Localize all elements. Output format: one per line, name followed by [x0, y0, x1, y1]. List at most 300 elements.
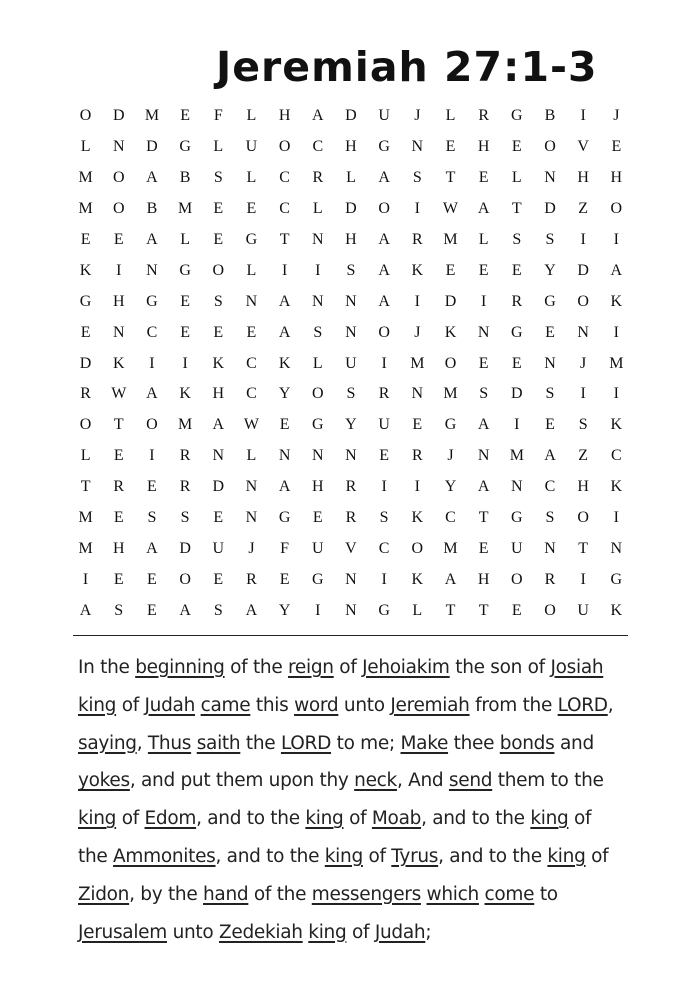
grid-letter: S: [512, 231, 522, 248]
grid-letter: I: [580, 385, 586, 403]
grid-letter: G: [312, 570, 324, 588]
underlined-keyword: Josiah: [550, 657, 604, 678]
grid-letter: N: [610, 539, 623, 557]
grid-letter: G: [179, 261, 191, 279]
grid-letter: Z: [578, 447, 589, 465]
underlined-keyword: send: [448, 770, 493, 792]
grid-letter: A: [544, 447, 556, 465]
grid-letter: S: [313, 323, 323, 341]
passage-text: from the: [469, 694, 558, 716]
grid-letter: N: [312, 292, 324, 310]
grid-letter: I: [82, 570, 89, 588]
grid-letter: A: [146, 385, 158, 403]
grid-letter: G: [245, 231, 258, 248]
grid-letter: Y: [544, 261, 556, 279]
grid-letter: E: [113, 509, 124, 527]
grid-letter: Y: [278, 385, 291, 403]
grid-letter: N: [245, 292, 258, 310]
grid-letter: A: [378, 261, 390, 279]
passage-text: , and put them upon thy: [129, 770, 355, 792]
grid-letter: B: [179, 169, 191, 187]
grid-letter: M: [443, 539, 458, 557]
grid-letter: S: [213, 601, 223, 619]
grid-letter: M: [78, 539, 93, 557]
grid-letter: E: [511, 601, 522, 619]
grid-letter: G: [444, 416, 457, 434]
grid-letter: A: [79, 601, 92, 619]
passage-text: , and to the: [421, 808, 531, 830]
grid-letter: O: [212, 261, 225, 279]
grid-letter: N: [312, 231, 324, 248]
grid-letter: I: [580, 570, 586, 588]
grid-letter: I: [381, 570, 387, 588]
underlined-keyword: came: [200, 694, 251, 716]
grid-letter: O: [312, 385, 324, 403]
grid-letter: L: [346, 169, 356, 187]
grid-letter: M: [78, 509, 93, 527]
grid-letter: A: [146, 231, 158, 248]
grid-letter: E: [213, 231, 224, 248]
grid-letter: W: [243, 416, 259, 434]
grid-letter: J: [414, 107, 421, 125]
grid-letter: E: [312, 509, 323, 527]
grid-row: [69, 286, 633, 317]
grid-letter: M: [443, 231, 458, 248]
grid-letter: N: [345, 447, 357, 465]
grid-letter: H: [312, 478, 324, 496]
underlined-keyword: reign: [288, 657, 334, 678]
grid-letter: T: [478, 601, 489, 619]
grid-letter: E: [379, 447, 390, 465]
grid-letter: A: [278, 478, 291, 496]
grid-letter: K: [411, 261, 424, 279]
grid-letter: I: [414, 292, 420, 310]
grid-letter: O: [278, 138, 291, 156]
grid-letter: L: [445, 107, 456, 125]
grid-letter: E: [213, 323, 224, 341]
underlined-keyword: LORD: [557, 694, 608, 716]
underlined-keyword: messengers: [311, 883, 421, 905]
grid-row: [69, 194, 633, 225]
grid-letter: O: [411, 539, 424, 557]
grid-letter: A: [278, 323, 291, 341]
underlined-keyword: Tyrus: [391, 845, 439, 867]
grid-letter: S: [545, 385, 555, 403]
underlined-keyword: saith: [196, 732, 241, 754]
grid-letter: N: [345, 292, 357, 310]
grid-letter: O: [378, 323, 390, 341]
grid-letter: W: [442, 200, 459, 218]
grid-letter: T: [445, 601, 456, 619]
grid-letter: R: [179, 447, 191, 465]
grid-letter: O: [79, 107, 92, 125]
grid-letter: V: [345, 539, 357, 557]
grid-letter: N: [112, 323, 125, 341]
grid-letter: C: [611, 447, 622, 465]
grid-letter: H: [345, 138, 357, 156]
grid-letter: E: [246, 200, 257, 218]
grid-letter: S: [578, 416, 588, 434]
grid-letter: D: [544, 200, 556, 218]
grid-letter: A: [278, 292, 291, 310]
grid-letter: B: [146, 200, 158, 218]
grid-letter: A: [245, 601, 258, 619]
grid-letter: I: [315, 261, 321, 279]
grid-letter: R: [411, 447, 423, 465]
underlined-keyword: hand: [202, 883, 249, 905]
grid-letter: S: [213, 169, 223, 187]
grid-letter: S: [346, 261, 356, 279]
underlined-keyword: come: [484, 883, 535, 905]
grid-letter: E: [279, 570, 290, 588]
grid-letter: I: [580, 107, 586, 125]
grid-letter: L: [312, 354, 323, 372]
grid-letter: O: [146, 416, 158, 434]
grid-letter: G: [511, 509, 523, 527]
grid-letter: I: [149, 447, 155, 465]
passage-text: of: [362, 845, 392, 867]
grid-letter: E: [545, 323, 555, 341]
underlined-keyword: Ammonites: [113, 845, 216, 867]
passage-text: of the: [78, 808, 592, 867]
grid-letter: T: [478, 509, 489, 527]
underlined-keyword: Zedekiah: [218, 921, 303, 943]
grid-letter: E: [511, 354, 522, 372]
underlined-keyword: yokes: [78, 770, 130, 792]
grid-letter: O: [378, 200, 390, 218]
grid-letter: L: [312, 200, 323, 218]
grid-letter: E: [213, 509, 224, 527]
grid-letter: N: [411, 138, 424, 156]
grid-letter: N: [411, 385, 424, 403]
underlined-keyword: Moab: [371, 808, 422, 830]
passage-text: of: [333, 657, 363, 678]
grid-letter: O: [577, 509, 589, 527]
grid-letter: R: [544, 570, 556, 588]
grid-letter: Y: [278, 601, 291, 619]
grid-row: [69, 163, 633, 194]
grid-letter: G: [146, 292, 158, 310]
grid-letter: L: [246, 107, 257, 125]
grid-letter: H: [112, 539, 125, 557]
grid-letter: E: [478, 169, 489, 187]
grid-letter: U: [312, 539, 324, 557]
grid-row: [69, 348, 633, 379]
grid-letter: C: [378, 539, 390, 557]
passage-text: unto: [167, 921, 219, 943]
grid-letter: E: [80, 323, 91, 341]
grid-letter: N: [245, 509, 258, 527]
grid-letter: E: [412, 416, 423, 434]
passage-text: of: [116, 694, 145, 716]
grid-letter: H: [345, 231, 357, 248]
grid-row: [69, 595, 633, 626]
grid-letter: Y: [345, 416, 357, 434]
grid-letter: H: [577, 478, 589, 496]
grid-letter: J: [580, 354, 587, 372]
grid-letter: I: [613, 323, 619, 341]
grid-letter: A: [312, 107, 324, 125]
grid-letter: R: [511, 292, 523, 310]
divider: [73, 635, 628, 636]
grid-letter: R: [411, 231, 423, 248]
grid-letter: K: [112, 354, 125, 372]
grid-letter: E: [478, 539, 489, 557]
grid-letter: D: [577, 261, 589, 279]
grid-letter: E: [113, 447, 124, 465]
grid-letter: S: [545, 231, 555, 248]
grid-letter: E: [180, 323, 190, 341]
grid-letter: L: [80, 138, 91, 156]
grid-letter: S: [346, 385, 356, 403]
grid-letter: M: [144, 107, 160, 125]
grid-letter: M: [609, 354, 624, 372]
word-search-grid: [69, 101, 633, 626]
grid-letter: K: [444, 323, 457, 341]
grid-letter: E: [147, 478, 157, 496]
grid-letter: L: [80, 447, 91, 465]
passage-text: the: [240, 732, 281, 754]
grid-letter: J: [414, 323, 421, 341]
grid-letter: G: [312, 416, 324, 434]
grid-row: [69, 441, 633, 472]
grid-letter: U: [577, 601, 589, 619]
grid-letter: E: [180, 107, 190, 125]
passage-text: , And: [396, 770, 449, 792]
grid-letter: D: [112, 107, 125, 125]
grid-letter: N: [544, 169, 556, 187]
grid-letter: N: [477, 323, 490, 341]
grid-letter: C: [445, 509, 456, 527]
grid-letter: A: [146, 169, 158, 187]
grid-letter: K: [278, 354, 291, 372]
grid-letter: N: [312, 447, 324, 465]
grid-letter: Y: [444, 478, 457, 496]
grid-letter: K: [411, 570, 424, 588]
grid-letter: F: [213, 107, 223, 125]
grid-letter: A: [477, 478, 490, 496]
grid-letter: C: [246, 385, 257, 403]
grid-letter: K: [212, 354, 225, 372]
grid-letter: R: [179, 478, 191, 496]
grid-letter: E: [113, 570, 124, 588]
grid-row: [69, 255, 633, 286]
grid-letter: M: [177, 416, 193, 434]
grid-letter: C: [544, 478, 556, 496]
grid-letter: H: [212, 385, 225, 403]
underlined-keyword: Zidon: [78, 883, 130, 905]
passage-text: ,: [136, 732, 148, 754]
grid-letter: M: [443, 385, 458, 403]
grid-letter: N: [345, 601, 357, 619]
underlined-keyword: LORD: [280, 732, 332, 754]
grid-letter: D: [345, 107, 357, 125]
grid-letter: L: [412, 601, 423, 619]
grid-letter: E: [511, 261, 522, 279]
grid-letter: N: [146, 261, 158, 279]
grid-letter: E: [147, 570, 157, 588]
grid-letter: H: [577, 169, 589, 187]
grid-letter: A: [444, 570, 457, 588]
grid-letter: E: [213, 200, 224, 218]
grid-letter: L: [246, 447, 257, 465]
grid-letter: N: [345, 570, 357, 588]
grid-letter: C: [146, 323, 158, 341]
grid-letter: A: [378, 231, 390, 248]
grid-letter: G: [544, 292, 556, 310]
underlined-keyword: word: [294, 694, 339, 716]
grid-letter: O: [112, 169, 125, 187]
grid-letter: I: [116, 261, 122, 279]
grid-letter: N: [511, 478, 523, 496]
grid-letter: O: [544, 138, 556, 156]
grid-letter: A: [477, 200, 490, 218]
passage-text: thee: [448, 732, 500, 754]
grid-letter: U: [345, 354, 357, 372]
passage-text: ;: [425, 921, 432, 943]
grid-letter: R: [80, 385, 91, 403]
grid-letter: A: [212, 416, 225, 434]
grid-letter: S: [379, 509, 389, 527]
grid-letter: G: [179, 138, 191, 156]
grid-letter: M: [410, 354, 425, 372]
passage-text: to me;: [331, 732, 401, 754]
grid-letter: E: [147, 601, 157, 619]
grid-letter: I: [480, 292, 487, 310]
grid-letter: F: [280, 539, 290, 557]
passage-text: , and to the: [196, 808, 306, 830]
grid-letter: E: [180, 292, 190, 310]
passage-text: of the: [248, 883, 312, 905]
underlined-keyword: bonds: [499, 732, 555, 754]
grid-letter: T: [445, 169, 456, 187]
grid-row: [69, 132, 633, 163]
grid-letter: G: [378, 601, 390, 619]
grid-letter: O: [444, 354, 457, 372]
grid-letter: E: [113, 231, 124, 248]
grid-letter: C: [246, 354, 257, 372]
underlined-keyword: Judah: [144, 694, 196, 716]
grid-row: [69, 410, 633, 441]
page-title: Jeremiah 27:1-3: [216, 43, 598, 91]
grid-letter: L: [213, 138, 224, 156]
passage-text: of: [343, 808, 372, 830]
grid-letter: T: [113, 416, 124, 434]
grid-letter: O: [112, 200, 125, 218]
grid-letter: B: [544, 107, 556, 125]
grid-letter: N: [212, 447, 225, 465]
grid-letter: I: [149, 354, 155, 372]
grid-letter: L: [511, 169, 522, 187]
grid-row: [69, 379, 633, 410]
grid-letter: J: [248, 539, 255, 557]
grid-letter: A: [610, 261, 623, 279]
grid-letter: R: [345, 509, 357, 527]
grid-letter: A: [146, 539, 158, 557]
grid-row: [69, 101, 633, 132]
underlined-keyword: king: [78, 808, 117, 830]
grid-letter: N: [278, 447, 291, 465]
grid-letter: H: [477, 138, 490, 156]
grid-letter: E: [445, 261, 456, 279]
grid-letter: I: [381, 478, 387, 496]
grid-letter: O: [544, 601, 556, 619]
grid-letter: C: [279, 169, 290, 187]
grid-letter: A: [477, 416, 490, 434]
grid-letter: G: [511, 323, 523, 341]
passage-text: this: [250, 694, 295, 716]
grid-letter: K: [179, 385, 191, 403]
grid-letter: D: [212, 478, 225, 496]
grid-letter: E: [611, 138, 622, 156]
grid-letter: I: [580, 231, 586, 248]
grid-letter: E: [445, 138, 456, 156]
grid-letter: E: [478, 354, 489, 372]
grid-letter: W: [111, 385, 127, 403]
passage-text: of: [585, 845, 609, 867]
grid-letter: I: [514, 416, 520, 434]
grid-letter: M: [177, 200, 193, 218]
grid-letter: D: [146, 138, 158, 156]
grid-letter: R: [378, 385, 390, 403]
grid-letter: U: [212, 539, 225, 557]
grid-letter: O: [511, 570, 523, 588]
grid-letter: K: [610, 292, 623, 310]
underlined-keyword: Judah: [374, 921, 426, 943]
underlined-keyword: beginning: [135, 657, 225, 678]
grid-letter: N: [544, 354, 556, 372]
grid-letter: D: [444, 292, 457, 310]
underlined-keyword: king: [78, 694, 117, 716]
grid-letter: I: [281, 261, 288, 279]
grid-letter: S: [213, 292, 223, 310]
passage-text: of: [346, 921, 375, 943]
grid-letter: K: [610, 478, 623, 496]
underlined-keyword: king: [324, 845, 363, 867]
grid-letter: I: [613, 231, 619, 248]
grid-letter: E: [279, 416, 290, 434]
grid-letter: O: [577, 292, 589, 310]
grid-letter: I: [182, 354, 188, 372]
grid-letter: H: [112, 292, 125, 310]
passage-text: In the: [78, 657, 136, 678]
grid-letter: G: [610, 570, 623, 588]
grid-letter: I: [613, 509, 619, 527]
underlined-keyword: neck: [354, 770, 397, 792]
grid-letter: A: [378, 169, 390, 187]
passage-text: ,: [607, 694, 614, 716]
grid-letter: M: [509, 447, 524, 465]
grid-letter: I: [381, 354, 387, 372]
scripture-passage: [78, 649, 623, 951]
grid-letter: C: [312, 138, 324, 156]
grid-letter: R: [478, 107, 489, 125]
grid-letter: N: [544, 539, 556, 557]
grid-letter: H: [278, 107, 291, 125]
grid-letter: K: [610, 416, 623, 434]
grid-letter: L: [246, 169, 257, 187]
grid-letter: L: [246, 261, 257, 279]
grid-letter: V: [577, 138, 589, 156]
underlined-keyword: king: [308, 921, 347, 943]
grid-letter: U: [378, 107, 390, 125]
passage-text: , by the: [129, 883, 203, 905]
underlined-keyword: king: [547, 845, 586, 867]
grid-letter: Z: [578, 200, 589, 218]
grid-letter: T: [511, 200, 522, 218]
grid-letter: S: [545, 509, 555, 527]
grid-letter: L: [478, 231, 489, 248]
